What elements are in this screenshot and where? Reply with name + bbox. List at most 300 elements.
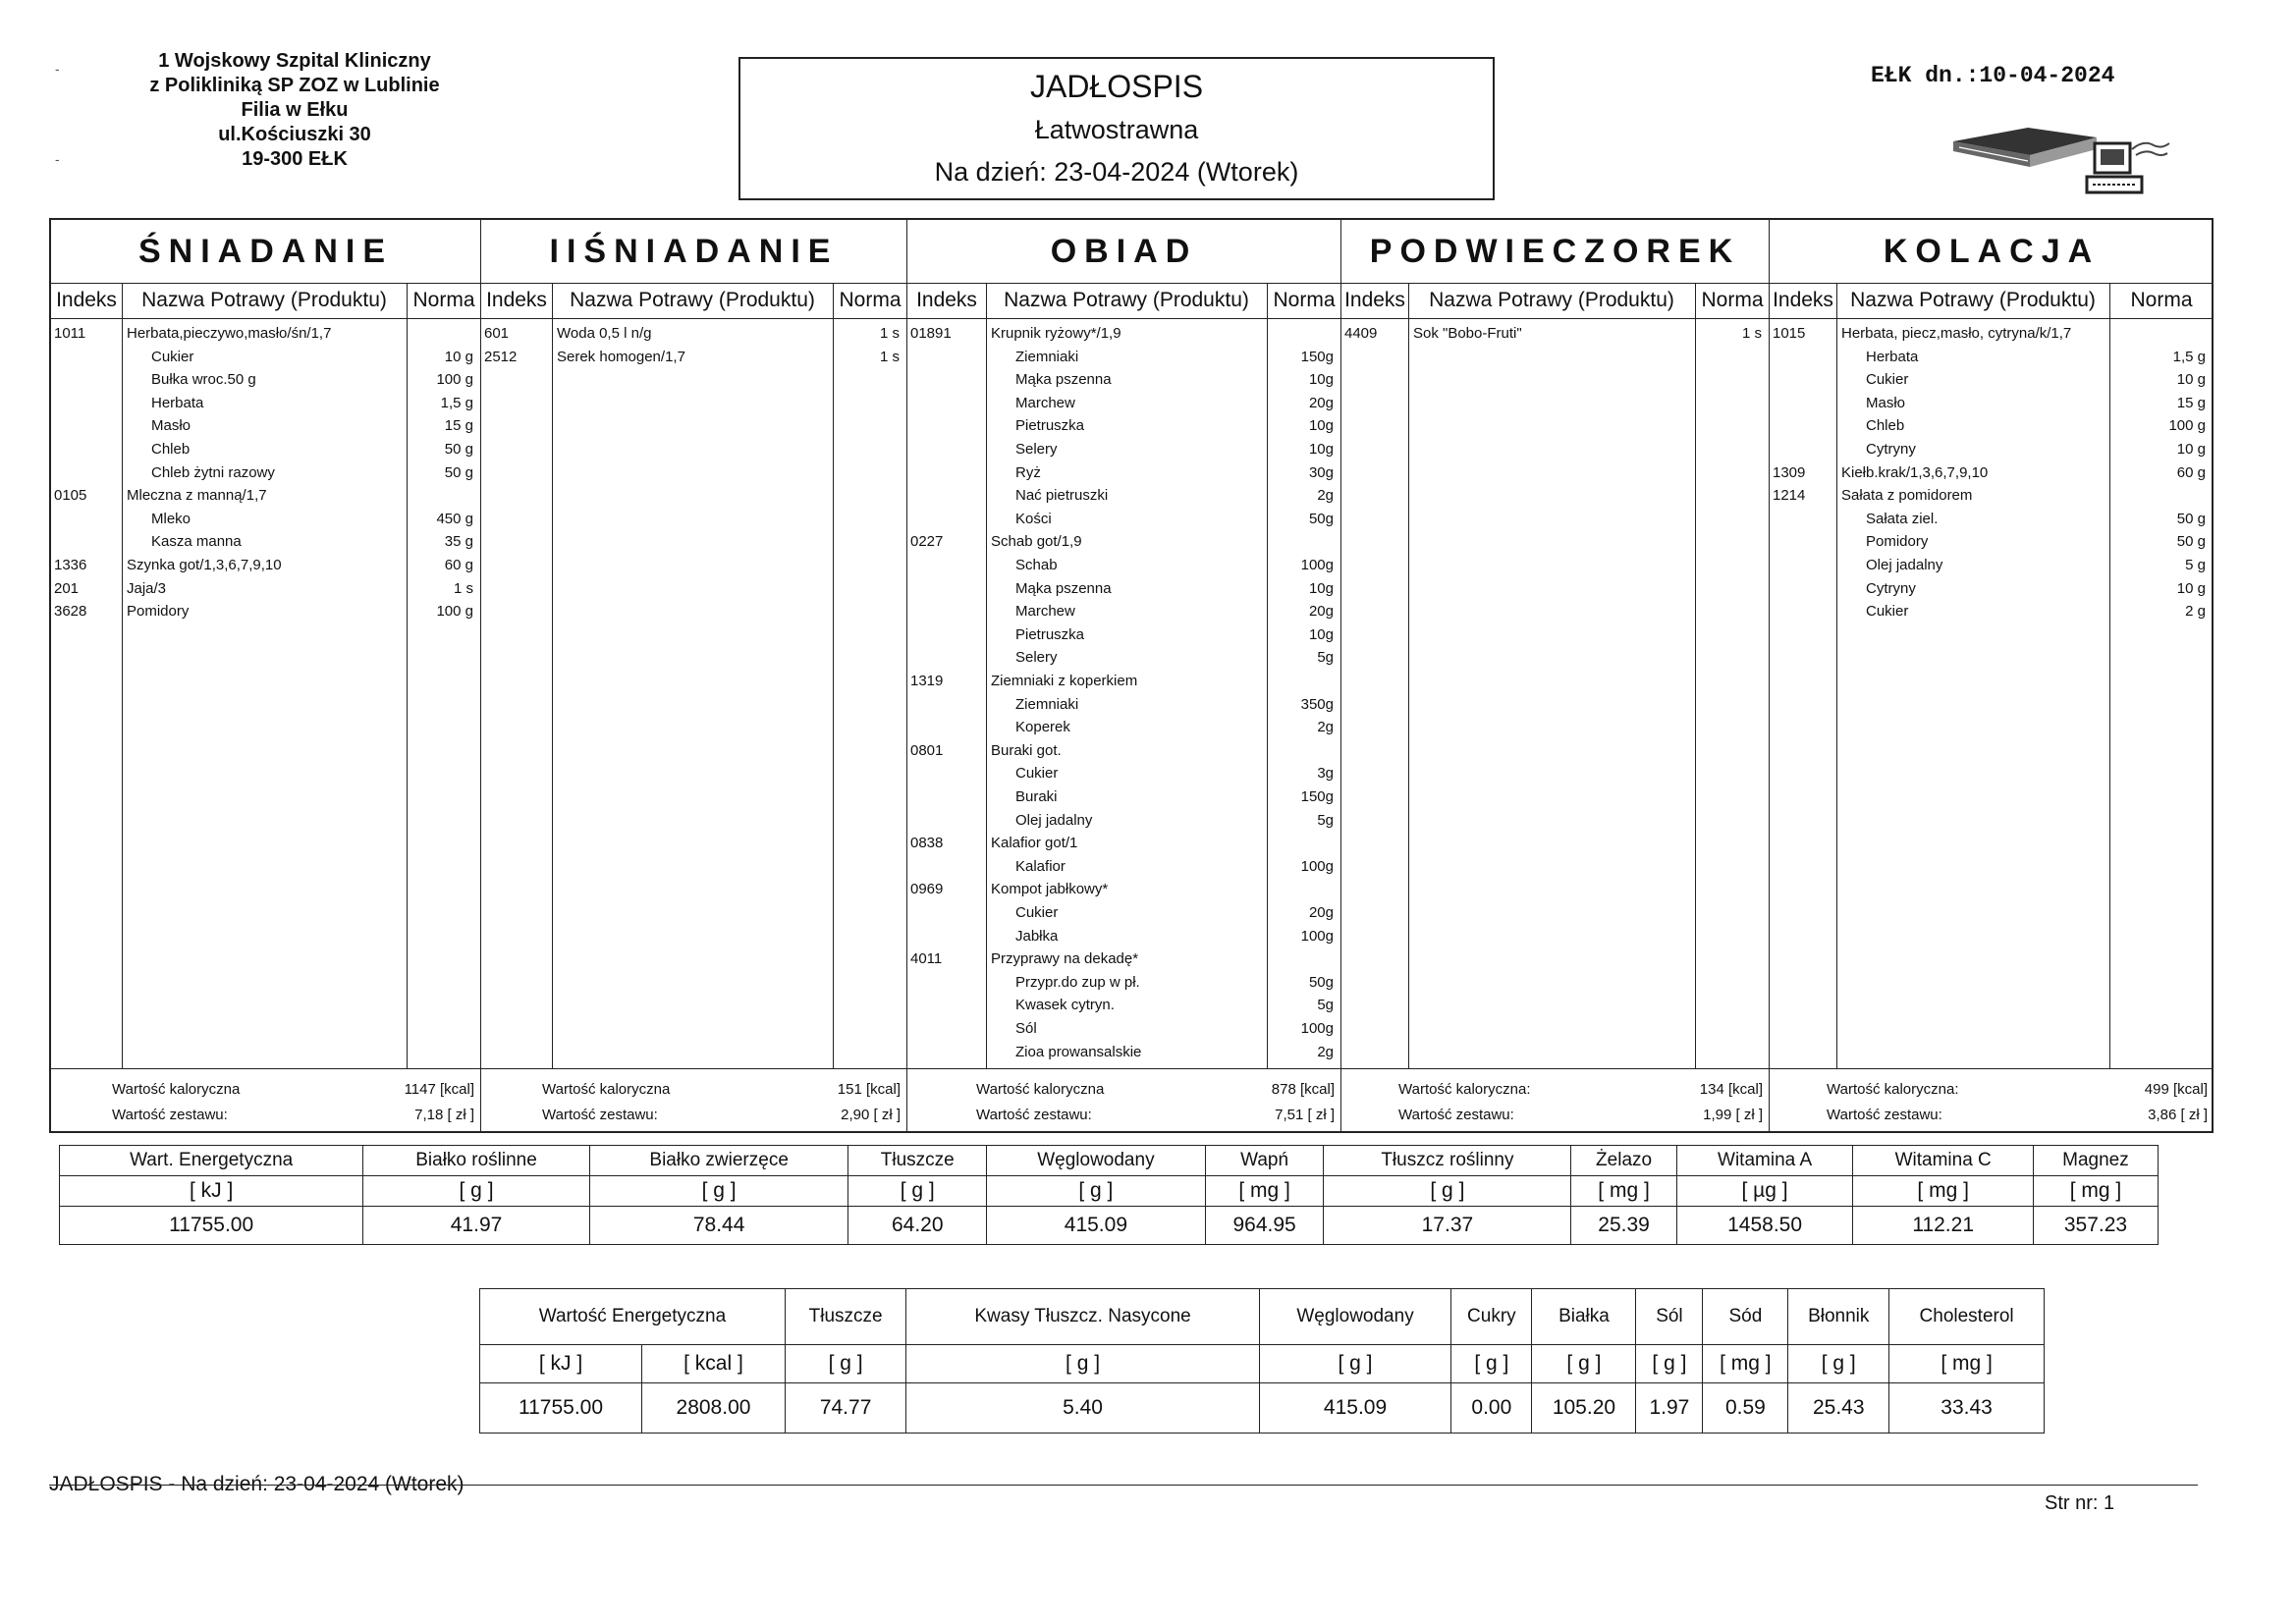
item-norm: 10g: [1308, 417, 1334, 435]
item-norm: 60 g: [444, 557, 473, 573]
ingredient-name: Ziemniaki: [1015, 348, 1079, 365]
item-norm: 15 g: [2176, 394, 2206, 411]
ingredient-name: Olej jadalny: [1015, 811, 1093, 829]
dish-name: Pomidory: [127, 603, 190, 621]
ingredient-name: Cukier: [1015, 904, 1059, 921]
ingredient-name: Bułka wroc.50 g: [151, 371, 256, 389]
summary-unit-row: [480, 1345, 2045, 1383]
menu-item-row: [907, 785, 1340, 808]
energy-header: Wartość Energetyczna: [480, 1289, 786, 1345]
nutrient-header: Witamina A: [1676, 1146, 1853, 1176]
item-norm: 100 g: [2168, 417, 2206, 435]
summary-unit: [ g ]: [906, 1345, 1260, 1383]
item-norm: 5g: [1317, 649, 1334, 667]
nutrient-header: Tłuszcz roślinny: [1324, 1146, 1571, 1176]
item-norm: 10 g: [444, 348, 473, 365]
column-header-norm: Norma: [1273, 289, 1336, 311]
column-header-index: Indeks: [1344, 289, 1405, 311]
menu-item-row: [907, 716, 1340, 738]
menu-item-row: [907, 554, 1340, 576]
kcal-value: 878 [kcal]: [1271, 1081, 1335, 1098]
hospital-line: ul.Kościuszki 30: [218, 124, 371, 145]
book-computer-logo-icon: [1949, 110, 2175, 208]
nutrient-value: 964.95: [1205, 1207, 1324, 1245]
nutrient-value: 41.97: [363, 1207, 590, 1245]
dish-name: Herbata, piecz,masło, cytryna/k/1,7: [1841, 325, 2072, 342]
menu-item-row: [51, 554, 480, 576]
meal-column: [1341, 220, 1770, 1131]
summary-value-row: [480, 1383, 2045, 1434]
column-header-name: Nazwa Potrawy (Produktu): [1850, 289, 2096, 311]
item-norm: 35 g: [444, 533, 473, 551]
item-norm: 10 g: [2176, 371, 2206, 389]
item-norm: 50g: [1308, 973, 1334, 991]
nutrient-header: Wapń: [1205, 1146, 1324, 1176]
nutrient-header: Żelazo: [1571, 1146, 1676, 1176]
ingredient-name: Chleb: [1866, 417, 1905, 435]
nutrient-unit: [ g ]: [1324, 1176, 1571, 1207]
menu-item-row: [481, 346, 906, 368]
ingredient-name: Ryż: [1015, 463, 1041, 481]
cost-label: Wartość zestawu:: [976, 1107, 1092, 1123]
item-norm: 30g: [1308, 463, 1334, 481]
cost-value: 2,90 [ zł ]: [841, 1107, 901, 1123]
item-index: 1309: [1773, 463, 1806, 481]
menu-item-row: [907, 947, 1340, 970]
summary-value: 105.20: [1532, 1383, 1636, 1434]
menu-item-row: [907, 392, 1340, 414]
item-norm: 1 s: [879, 325, 900, 342]
column-header-index: Indeks: [916, 289, 977, 311]
nutrient-header: Białko roślinne: [363, 1146, 590, 1176]
column-header-name: Nazwa Potrawy (Produktu): [570, 289, 815, 311]
menu-item-row: [1770, 508, 2214, 530]
summary-header: Kwasy Tłuszcz. Nasycone: [906, 1289, 1260, 1345]
cost-value: 1,99 [ zł ]: [1703, 1107, 1763, 1123]
summary-unit: [ kcal ]: [642, 1345, 786, 1383]
page-title: JADŁOSPIS: [1029, 69, 1204, 104]
ingredient-name: Schab: [1015, 557, 1058, 573]
column-header-index: Indeks: [56, 289, 117, 311]
menu-item-row: [51, 438, 480, 460]
menu-item-row: [907, 484, 1340, 507]
dish-name: Schab got/1,9: [991, 533, 1082, 551]
meal-grid: [49, 218, 2214, 1133]
ingredient-name: Olej jadalny: [1866, 557, 1943, 573]
meal-column: [51, 220, 481, 1131]
nutrition-header-row: [60, 1146, 2159, 1176]
menu-item-row: [51, 484, 480, 507]
dish-name: Mleczna z manną/1,7: [127, 487, 267, 505]
ingredient-name: Jabłka: [1015, 927, 1059, 945]
column-header-name: Nazwa Potrawy (Produktu): [1004, 289, 1249, 311]
nutrient-unit: [ mg ]: [1853, 1176, 2034, 1207]
ingredient-name: Masło: [1866, 394, 1906, 411]
ingredient-name: Kasza manna: [151, 533, 242, 551]
nutrient-header: Magnez: [2033, 1146, 2158, 1176]
nutrient-unit: [ mg ]: [1205, 1176, 1324, 1207]
column-header-row: [1341, 283, 1769, 319]
summary-header: Cholesterol: [1889, 1289, 2045, 1345]
summary-unit: [ g ]: [1532, 1345, 1636, 1383]
item-index: 0969: [910, 881, 944, 898]
menu-item-row: [907, 438, 1340, 460]
ingredient-name: Cytryny: [1866, 441, 1916, 458]
nutrient-value: 11755.00: [60, 1207, 363, 1245]
ingredient-name: Przypr.do zup w pł.: [1015, 973, 1140, 991]
item-norm: 50g: [1308, 510, 1334, 527]
menu-item-row: [1770, 554, 2214, 576]
column-header-name: Nazwa Potrawy (Produktu): [141, 289, 387, 311]
menu-item-row: [51, 368, 480, 391]
menu-item-row: [907, 670, 1340, 692]
meal-items: [1770, 322, 2214, 1068]
nutrient-unit: [ µg ]: [1676, 1176, 1853, 1207]
kcal-value: 151 [kcal]: [837, 1081, 901, 1098]
kcal-label: Wartość kaloryczna:: [1398, 1081, 1531, 1098]
column-header-index: Indeks: [1773, 289, 1833, 311]
meal-title: OBIAD: [907, 220, 1340, 284]
kcal-label: Wartość kaloryczna: [976, 1081, 1105, 1098]
menu-item-row: [51, 414, 480, 437]
menu-date: Na dzień: 23-04-2024 (Wtorek): [934, 157, 1299, 187]
ingredient-name: Kości: [1015, 510, 1052, 527]
item-norm: 20g: [1308, 904, 1334, 921]
kcal-value: 499 [kcal]: [2144, 1081, 2208, 1098]
hospital-address: [88, 49, 501, 172]
menu-item-row: [51, 392, 480, 414]
title-box: [738, 57, 1495, 200]
summary-value: 415.09: [1259, 1383, 1450, 1434]
meal-summary: [481, 1068, 906, 1132]
item-norm: 20g: [1308, 603, 1334, 621]
menu-item-row: [907, 994, 1340, 1016]
ingredient-name: Herbata: [1866, 348, 1919, 365]
kcal-value: 134 [kcal]: [1699, 1081, 1763, 1098]
item-norm: 5 g: [2185, 557, 2206, 573]
column-header-row: [51, 283, 480, 319]
item-norm: 3g: [1317, 765, 1334, 783]
ingredient-name: Zioa prowansalskie: [1015, 1043, 1142, 1060]
menu-item-row: [907, 1017, 1340, 1040]
meal-summary: [1341, 1068, 1769, 1132]
nutrition-summary-table: [479, 1288, 2045, 1434]
meal-summary: [51, 1068, 480, 1132]
item-norm: 100 g: [436, 603, 473, 621]
item-index: 1015: [1773, 325, 1806, 342]
ingredient-name: Sałata ziel.: [1866, 510, 1939, 527]
ingredient-name: Nać pietruszki: [1015, 487, 1109, 505]
dish-name: Sałata z pomidorem: [1841, 487, 1973, 505]
ingredient-name: Mąka pszenna: [1015, 371, 1112, 389]
scan-mark: -: [55, 151, 60, 167]
menu-item-row: [907, 368, 1340, 391]
summary-value: 2808.00: [642, 1383, 786, 1434]
meal-column: [481, 220, 907, 1131]
menu-item-row: [51, 322, 480, 345]
menu-item-row: [1770, 577, 2214, 600]
cost-label: Wartość zestawu:: [1827, 1107, 1942, 1123]
item-index: 1214: [1773, 487, 1806, 505]
nutrient-header: Witamina C: [1853, 1146, 2034, 1176]
item-norm: 100g: [1300, 857, 1334, 875]
kcal-label: Wartość kaloryczna:: [1827, 1081, 1959, 1098]
column-header-norm: Norma: [839, 289, 902, 311]
dish-name: Herbata,pieczywo,masło/śn/1,7: [127, 325, 332, 342]
menu-item-row: [907, 508, 1340, 530]
summary-unit: [ mg ]: [1889, 1345, 2045, 1383]
item-norm: 1 s: [879, 348, 900, 365]
menu-item-row: [1770, 322, 2214, 345]
scan-mark: -: [55, 61, 60, 77]
item-norm: 1,5 g: [2172, 348, 2206, 365]
item-index: 601: [484, 325, 510, 342]
item-norm: 100g: [1300, 1020, 1334, 1037]
menu-item-row: [51, 600, 480, 622]
item-norm: 50 g: [444, 441, 473, 458]
summary-header: Tłuszcze: [785, 1289, 905, 1345]
nutrient-header: Wart. Energetyczna: [60, 1146, 363, 1176]
nutrient-header: Węglowodany: [987, 1146, 1206, 1176]
item-index: 0801: [910, 741, 944, 759]
summary-header: Białka: [1532, 1289, 1636, 1345]
summary-header: Węglowodany: [1259, 1289, 1450, 1345]
ingredient-name: Buraki: [1015, 788, 1058, 805]
menu-item-row: [907, 346, 1340, 368]
menu-item-row: [51, 530, 480, 553]
dish-name: Przyprawy na dekadę*: [991, 950, 1139, 968]
item-norm: 10g: [1308, 579, 1334, 597]
item-norm: 100g: [1300, 557, 1334, 573]
hospital-line: z Polikliniką SP ZOZ w Lublinie: [149, 75, 440, 96]
kcal-label: Wartość kaloryczna: [112, 1081, 241, 1098]
cost-label: Wartość zestawu:: [112, 1107, 228, 1123]
ingredient-name: Cukier: [151, 348, 194, 365]
item-norm: 2 g: [2185, 603, 2206, 621]
dish-name: Kalafior got/1: [991, 835, 1078, 852]
menu-item-row: [51, 461, 480, 484]
meal-summary: [1770, 1068, 2214, 1132]
menu-item-row: [907, 878, 1340, 900]
summary-unit: [ mg ]: [1703, 1345, 1788, 1383]
menu-item-row: [907, 414, 1340, 437]
cost-value: 7,18 [ zł ]: [414, 1107, 474, 1123]
dish-name: Sok "Bobo-Fruti": [1413, 325, 1522, 342]
menu-item-row: [51, 577, 480, 600]
item-norm: 10 g: [2176, 579, 2206, 597]
column-header-row: [907, 283, 1340, 319]
dish-name: Kompot jabłkowy*: [991, 881, 1109, 898]
cost-value: 7,51 [ zł ]: [1275, 1107, 1335, 1123]
item-index: 0227: [910, 533, 944, 551]
cost-label: Wartość zestawu:: [542, 1107, 658, 1123]
column-header-norm: Norma: [412, 289, 475, 311]
item-norm: 1 s: [1741, 325, 1762, 342]
nutrient-unit: [ mg ]: [1571, 1176, 1676, 1207]
ingredient-name: Cytryny: [1866, 579, 1916, 597]
summary-value: 1.97: [1636, 1383, 1703, 1434]
ingredient-name: Cukier: [1015, 765, 1059, 783]
footer-divider: [49, 1485, 2198, 1486]
summary-unit: [ g ]: [1451, 1345, 1532, 1383]
item-norm: 10g: [1308, 371, 1334, 389]
summary-header: Sód: [1703, 1289, 1788, 1345]
ingredient-name: Herbata: [151, 394, 204, 411]
dish-name: Buraki got.: [991, 741, 1062, 759]
dish-name: Jaja/3: [127, 579, 167, 597]
kcal-value: 1147 [kcal]: [404, 1081, 474, 1098]
item-norm: 150g: [1300, 348, 1334, 365]
menu-item-row: [907, 809, 1340, 832]
item-norm: 2g: [1317, 719, 1334, 736]
menu-item-row: [907, 971, 1340, 994]
nutrient-unit: [ g ]: [363, 1176, 590, 1207]
summary-unit: [ kJ ]: [480, 1345, 642, 1383]
summary-value: 0.00: [1451, 1383, 1532, 1434]
nutrient-header: Tłuszcze: [848, 1146, 987, 1176]
menu-item-row: [907, 855, 1340, 878]
item-norm: 100 g: [436, 371, 473, 389]
nutrient-unit: [ g ]: [848, 1176, 987, 1207]
item-index: 01891: [910, 325, 952, 342]
nutrient-value: 78.44: [589, 1207, 848, 1245]
summary-unit: [ g ]: [785, 1345, 905, 1383]
menu-item-row: [907, 646, 1340, 669]
summary-header: Sól: [1636, 1289, 1703, 1345]
meal-title: PODWIECZOREK: [1341, 220, 1769, 284]
item-norm: 20g: [1308, 394, 1334, 411]
item-index: 1336: [54, 557, 87, 573]
meal-title: KOLACJA: [1770, 220, 2214, 284]
column-header-index: Indeks: [486, 289, 547, 311]
dish-name: Ziemniaki z koperkiem: [991, 673, 1138, 689]
item-index: 201: [54, 579, 80, 597]
item-norm: 1,5 g: [440, 394, 473, 411]
summary-header: Błonnik: [1788, 1289, 1889, 1345]
ingredient-name: Mleko: [151, 510, 191, 527]
nutrient-value: 357.23: [2033, 1207, 2158, 1245]
meal-items: [907, 322, 1340, 1068]
nutrition-value-row: [60, 1207, 2159, 1245]
nutrient-value: 17.37: [1324, 1207, 1571, 1245]
item-norm: 450 g: [436, 510, 473, 527]
ingredient-name: Koperek: [1015, 719, 1070, 736]
menu-item-row: [907, 600, 1340, 622]
meal-items: [1341, 322, 1769, 1068]
menu-item-row: [907, 901, 1340, 924]
item-norm: 100g: [1300, 927, 1334, 945]
menu-item-row: [1770, 600, 2214, 622]
ingredient-name: Pietruszka: [1015, 417, 1085, 435]
item-norm: 1 s: [453, 579, 473, 597]
item-norm: 50 g: [2176, 510, 2206, 527]
item-index: 3628: [54, 603, 87, 621]
nutrient-unit: [ mg ]: [2033, 1176, 2158, 1207]
item-norm: 50 g: [444, 463, 473, 481]
nutrient-value: 415.09: [987, 1207, 1206, 1245]
page-number: Str nr: 1: [2045, 1492, 2115, 1514]
column-header-row: [481, 283, 906, 319]
nutrient-value: 25.39: [1571, 1207, 1676, 1245]
summary-header: Cukry: [1451, 1289, 1532, 1345]
summary-value: 25.43: [1788, 1383, 1889, 1434]
ingredient-name: Mąka pszenna: [1015, 579, 1112, 597]
item-norm: 5g: [1317, 997, 1334, 1014]
item-index: 1319: [910, 673, 944, 689]
meal-title: IIŚNIADANIE: [481, 220, 906, 284]
menu-item-row: [1770, 414, 2214, 437]
nutrient-value: 64.20: [848, 1207, 987, 1245]
item-index: 2512: [484, 348, 518, 365]
item-norm: 60 g: [2176, 463, 2206, 481]
summary-value: 5.40: [906, 1383, 1260, 1434]
item-norm: 5g: [1317, 811, 1334, 829]
item-norm: 150g: [1300, 788, 1334, 805]
summary-unit: [ g ]: [1636, 1345, 1703, 1383]
nutrient-unit: [ g ]: [987, 1176, 1206, 1207]
ingredient-name: Cukier: [1866, 603, 1909, 621]
item-norm: 10g: [1308, 441, 1334, 458]
dish-name: Krupnik ryżowy*/1,9: [991, 325, 1121, 342]
ingredient-name: Masło: [151, 417, 191, 435]
ingredient-name: Ziemniaki: [1015, 695, 1079, 713]
hospital-line: 1 Wojskowy Szpital Kliniczny: [158, 50, 431, 72]
nutrient-value: 1458.50: [1676, 1207, 1853, 1245]
menu-item-row: [907, 762, 1340, 784]
meal-column: [1770, 220, 2214, 1131]
nutrition-unit-row: [60, 1176, 2159, 1207]
menu-item-row: [907, 832, 1340, 854]
item-index: 0105: [54, 487, 87, 505]
nutrient-value: 112.21: [1853, 1207, 2034, 1245]
footer-title: JADŁOSPIS - Na dzień: 23-04-2024 (Wtorek): [49, 1473, 465, 1495]
hospital-line: Filia w Ełku: [241, 99, 349, 121]
ingredient-name: Pietruszka: [1015, 625, 1085, 643]
menu-item-row: [907, 693, 1340, 716]
ingredient-name: Pomidory: [1866, 533, 1929, 551]
ingredient-name: Chleb: [151, 441, 191, 458]
summary-value: 74.77: [785, 1383, 905, 1434]
menu-item-row: [51, 508, 480, 530]
summary-value: 0.59: [1703, 1383, 1788, 1434]
menu-item-row: [907, 1041, 1340, 1063]
item-index: 4011: [910, 950, 943, 968]
kcal-label: Wartość kaloryczna: [542, 1081, 671, 1098]
meal-items: [51, 322, 480, 1068]
menu-item-row: [907, 739, 1340, 762]
item-norm: 2g: [1317, 1043, 1334, 1060]
summary-unit: [ g ]: [1259, 1345, 1450, 1383]
nutrient-unit: [ kJ ]: [60, 1176, 363, 1207]
nutrition-table: [59, 1145, 2159, 1245]
item-index: 1011: [54, 325, 86, 342]
item-norm: 10 g: [2176, 441, 2206, 458]
menu-item-row: [1770, 392, 2214, 414]
column-header-name: Nazwa Potrawy (Produktu): [1429, 289, 1674, 311]
item-index: 4409: [1344, 325, 1378, 342]
ingredient-name: Chleb żytni razowy: [151, 463, 275, 481]
menu-item-row: [1770, 484, 2214, 507]
item-norm: 50 g: [2176, 533, 2206, 551]
meal-summary: [907, 1068, 1340, 1132]
menu-item-row: [907, 925, 1340, 947]
dish-name: Kiełb.krak/1,3,6,7,9,10: [1841, 463, 1989, 481]
summary-value: 11755.00: [480, 1383, 642, 1434]
ingredient-name: Kwasek cytryn.: [1015, 997, 1115, 1014]
dish-name: Szynka got/1,3,6,7,9,10: [127, 557, 282, 573]
cost-label: Wartość zestawu:: [1398, 1107, 1514, 1123]
menu-item-row: [907, 577, 1340, 600]
